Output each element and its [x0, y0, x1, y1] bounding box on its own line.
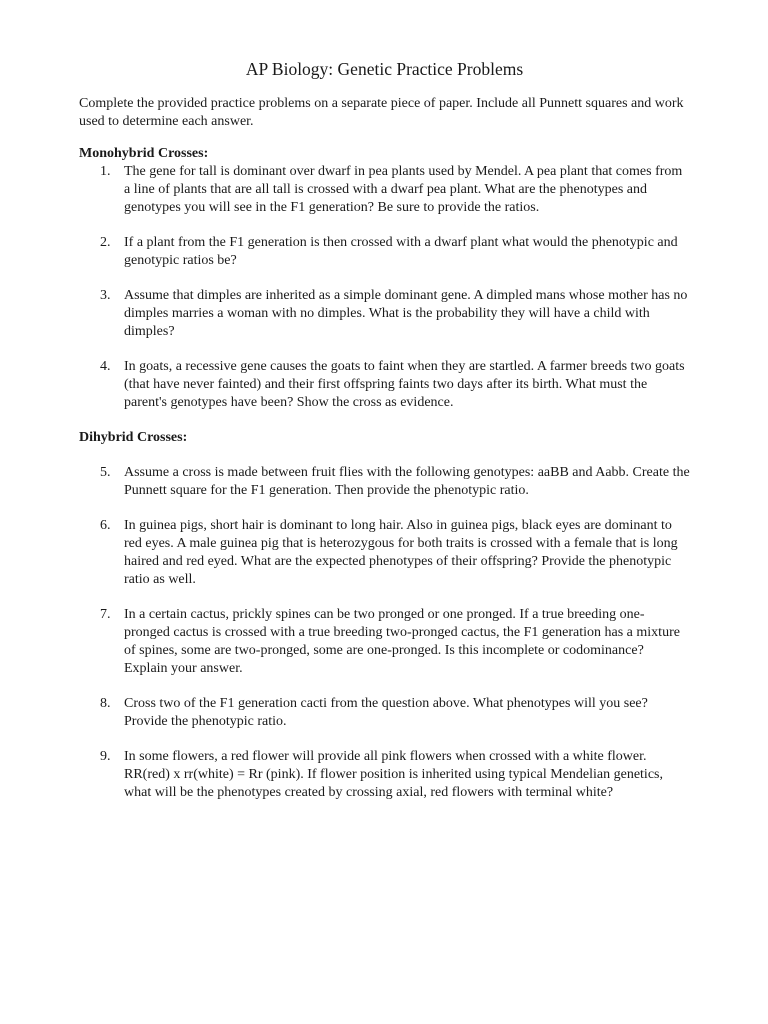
problem-item — [79, 358, 690, 412]
problem-number: 1. — [100, 164, 111, 179]
problem-number: 9. — [100, 749, 111, 764]
problem-list-monohybrid — [79, 163, 690, 412]
problem-text: Assume a cross is made between fruit flies with the following genotypes: aaBB and Aabb. Create the Punnett square for the F1 generation. Then provide the phenotypic ratio. — [124, 465, 690, 498]
problem-text: If a plant from the F1 generation is then crossed with a dwarf plant what would the phenotypic and genotypic ratios be? — [124, 235, 678, 268]
problem-text: Assume that dimples are inherited as a simple dominant gene. A dimpled mans whose mother has no dimples marries a woman with no dimples. What is the probability they will have a child with dimples? — [124, 288, 688, 339]
problem-text: Cross two of the F1 generation cacti from the question above. What phenotypes will you see? Provide the phenotypic ratio. — [124, 696, 648, 729]
problem-text: In guinea pigs, short hair is dominant to long hair. Also in guinea pigs, black eyes are dominant to red eyes. A male guinea pig that is heterozygous for both traits is crossed with a female that is long haired and red eyed. What are the expected phenotypes of their offspring? Provide the phenotypic ratio as well. — [124, 518, 678, 587]
problem-number: 8. — [100, 696, 111, 711]
problem-text: The gene for tall is dominant over dwarf in pea plants used by Mendel. A pea plant that comes from a line of plants that are all tall is crossed with a dwarf pea plant. What are the phenotypes and genotypes you will see in the F1 generation? Be sure to provide the ratios. — [124, 164, 683, 215]
problem-text: In a certain cactus, prickly spines can be two pronged or one pronged. If a true breeding one-pronged cactus is crossed with a true breeding two-pronged cactus, the F1 generation has a mixture of spines, some are two-pronged, some are one-pronged. Is this incomplete or codominance? Explain your answer. — [124, 607, 680, 676]
problem-number: 6. — [100, 518, 111, 533]
problem-item — [79, 606, 690, 678]
section-heading-monohybrid: Monohybrid Crosses: — [79, 146, 209, 161]
problem-text: In some flowers, a red flower will provide all pink flowers when crossed with a white flower. RR(red) x rr(white) = Rr (pink). If flower position is inherited using typical Mendelian genetics, what will be the phenotypes created by crossing axial, red flowers with terminal white? — [124, 749, 663, 800]
problem-number: 4. — [100, 359, 111, 374]
problem-item — [79, 464, 690, 500]
problem-number: 3. — [100, 288, 111, 303]
intro-paragraph: Complete the provided practice problems on a separate piece of paper. Include all Punnett squares and work used to determine each answer. — [79, 96, 684, 129]
problem-number: 2. — [100, 235, 111, 250]
document-title: AP Biology: Genetic Practice Problems — [245, 59, 524, 79]
problem-item — [79, 517, 690, 589]
problem-item — [79, 234, 690, 270]
problem-item — [79, 695, 690, 731]
problem-text: In goats, a recessive gene causes the goats to faint when they are startled. A farmer breeds two goats (that have never fainted) and their first offspring faints two days after its birth. What must the parent's genotypes have been? Show the cross as evidence. — [124, 359, 685, 410]
section-heading-dihybrid: Dihybrid Crosses: — [79, 430, 188, 445]
problem-item — [79, 287, 690, 341]
problem-item — [79, 748, 690, 802]
problem-number: 7. — [100, 607, 111, 622]
problem-number: 5. — [100, 465, 111, 480]
problem-item — [79, 163, 690, 217]
problem-list-dihybrid — [79, 464, 690, 802]
